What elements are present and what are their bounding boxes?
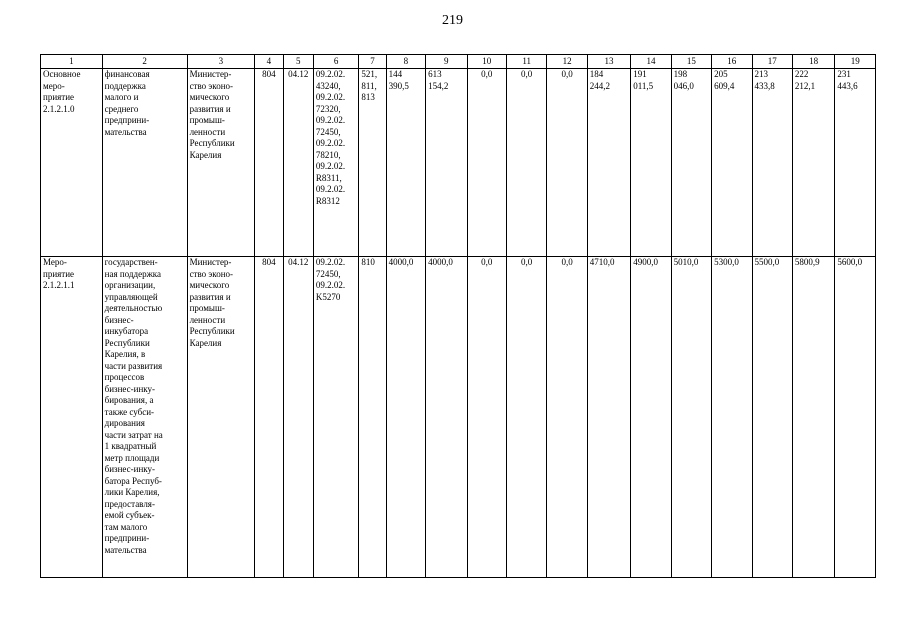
column-header: 15 xyxy=(671,55,711,69)
description-cell: государствен- ная поддержка организации, управляющей деятельностью бизнес- инкубатора Республики Карелия, в части развития процессов бизнес-инку- бирования, а также субси- дирования части затрат на 1 квадратный метр площади бизнес-инку- батора Респуб- лики Карелия, предоставля- емой субъек- там малого предприни- мательства xyxy=(102,257,187,578)
table-cell: 205 609,4 xyxy=(712,69,752,257)
column-header: 1 xyxy=(41,55,103,69)
column-header: 11 xyxy=(506,55,546,69)
table-cell: 09.2.02. 43240, 09.2.02. 72320, 09.2.02. 72450, 09.2.02. 78210, 09.2.02. R8311, 09.2.02. R8312 xyxy=(313,69,358,257)
table-cell: 5300,0 xyxy=(712,257,752,578)
table-cell: 0,0 xyxy=(467,257,506,578)
table-cell: 4710,0 xyxy=(587,257,630,578)
column-header: 18 xyxy=(792,55,834,69)
column-header: 10 xyxy=(467,55,506,69)
table-cell: 613 154,2 xyxy=(426,69,467,257)
column-header: 19 xyxy=(835,55,876,69)
column-header: 5 xyxy=(283,55,313,69)
column-header: 17 xyxy=(752,55,792,69)
column-header: 16 xyxy=(712,55,752,69)
column-header: 9 xyxy=(426,55,467,69)
table-cell: 810 xyxy=(359,257,386,578)
table-cell: 4000,0 xyxy=(426,257,467,578)
column-header: 3 xyxy=(187,55,255,69)
table-cell: 04.12 xyxy=(283,69,313,257)
table-cell: 213 433,8 xyxy=(752,69,792,257)
table-cell: 5010,0 xyxy=(671,257,711,578)
table-cell: 144 390,5 xyxy=(386,69,425,257)
description-cell: финансовая поддержка малого и среднего предприни- мательства xyxy=(102,69,187,257)
table-cell: 09.2.02. 72450, 09.2.02. K5270 xyxy=(313,257,358,578)
budget-table xyxy=(40,54,876,578)
column-header: 12 xyxy=(547,55,587,69)
table-row xyxy=(41,69,876,257)
executor-cell: Министер- ство эконо- мического развития и промыш- ленности Республики Карелия xyxy=(187,69,255,257)
table-cell: 231 443,6 xyxy=(835,69,876,257)
measure-cell: Основное меро- приятие 2.1.2.1.0 xyxy=(41,69,103,257)
table-cell: 4000,0 xyxy=(386,257,425,578)
table-cell: 804 xyxy=(255,69,283,257)
table-cell: 0,0 xyxy=(547,257,587,578)
table-cell: 222 212,1 xyxy=(792,69,834,257)
column-header: 2 xyxy=(102,55,187,69)
table-cell: 04.12 xyxy=(283,257,313,578)
table-cell: 0,0 xyxy=(547,69,587,257)
table-cell: 0,0 xyxy=(506,257,546,578)
table-cell: 804 xyxy=(255,257,283,578)
column-header: 7 xyxy=(359,55,386,69)
column-header: 13 xyxy=(587,55,630,69)
column-header: 14 xyxy=(631,55,671,69)
measure-cell: Меро- приятие 2.1.2.1.1 xyxy=(41,257,103,578)
table-cell: 5800,9 xyxy=(792,257,834,578)
table-cell: 184 244,2 xyxy=(587,69,630,257)
table-cell: 191 011,5 xyxy=(631,69,671,257)
page-number: 219 xyxy=(442,13,463,28)
table-cell: 4900,0 xyxy=(631,257,671,578)
table-cell: 5500,0 xyxy=(752,257,792,578)
column-header: 6 xyxy=(313,55,358,69)
table-cell: 0,0 xyxy=(506,69,546,257)
header-row xyxy=(41,55,876,69)
table-row xyxy=(41,257,876,578)
executor-cell: Министер- ство эконо- мического развития и промыш- ленности Республики Карелия xyxy=(187,257,255,578)
column-header: 4 xyxy=(255,55,283,69)
table-cell: 0,0 xyxy=(467,69,506,257)
table-cell: 198 046,0 xyxy=(671,69,711,257)
table-cell: 5600,0 xyxy=(835,257,876,578)
column-header: 8 xyxy=(386,55,425,69)
table-cell: 521, 811, 813 xyxy=(359,69,386,257)
